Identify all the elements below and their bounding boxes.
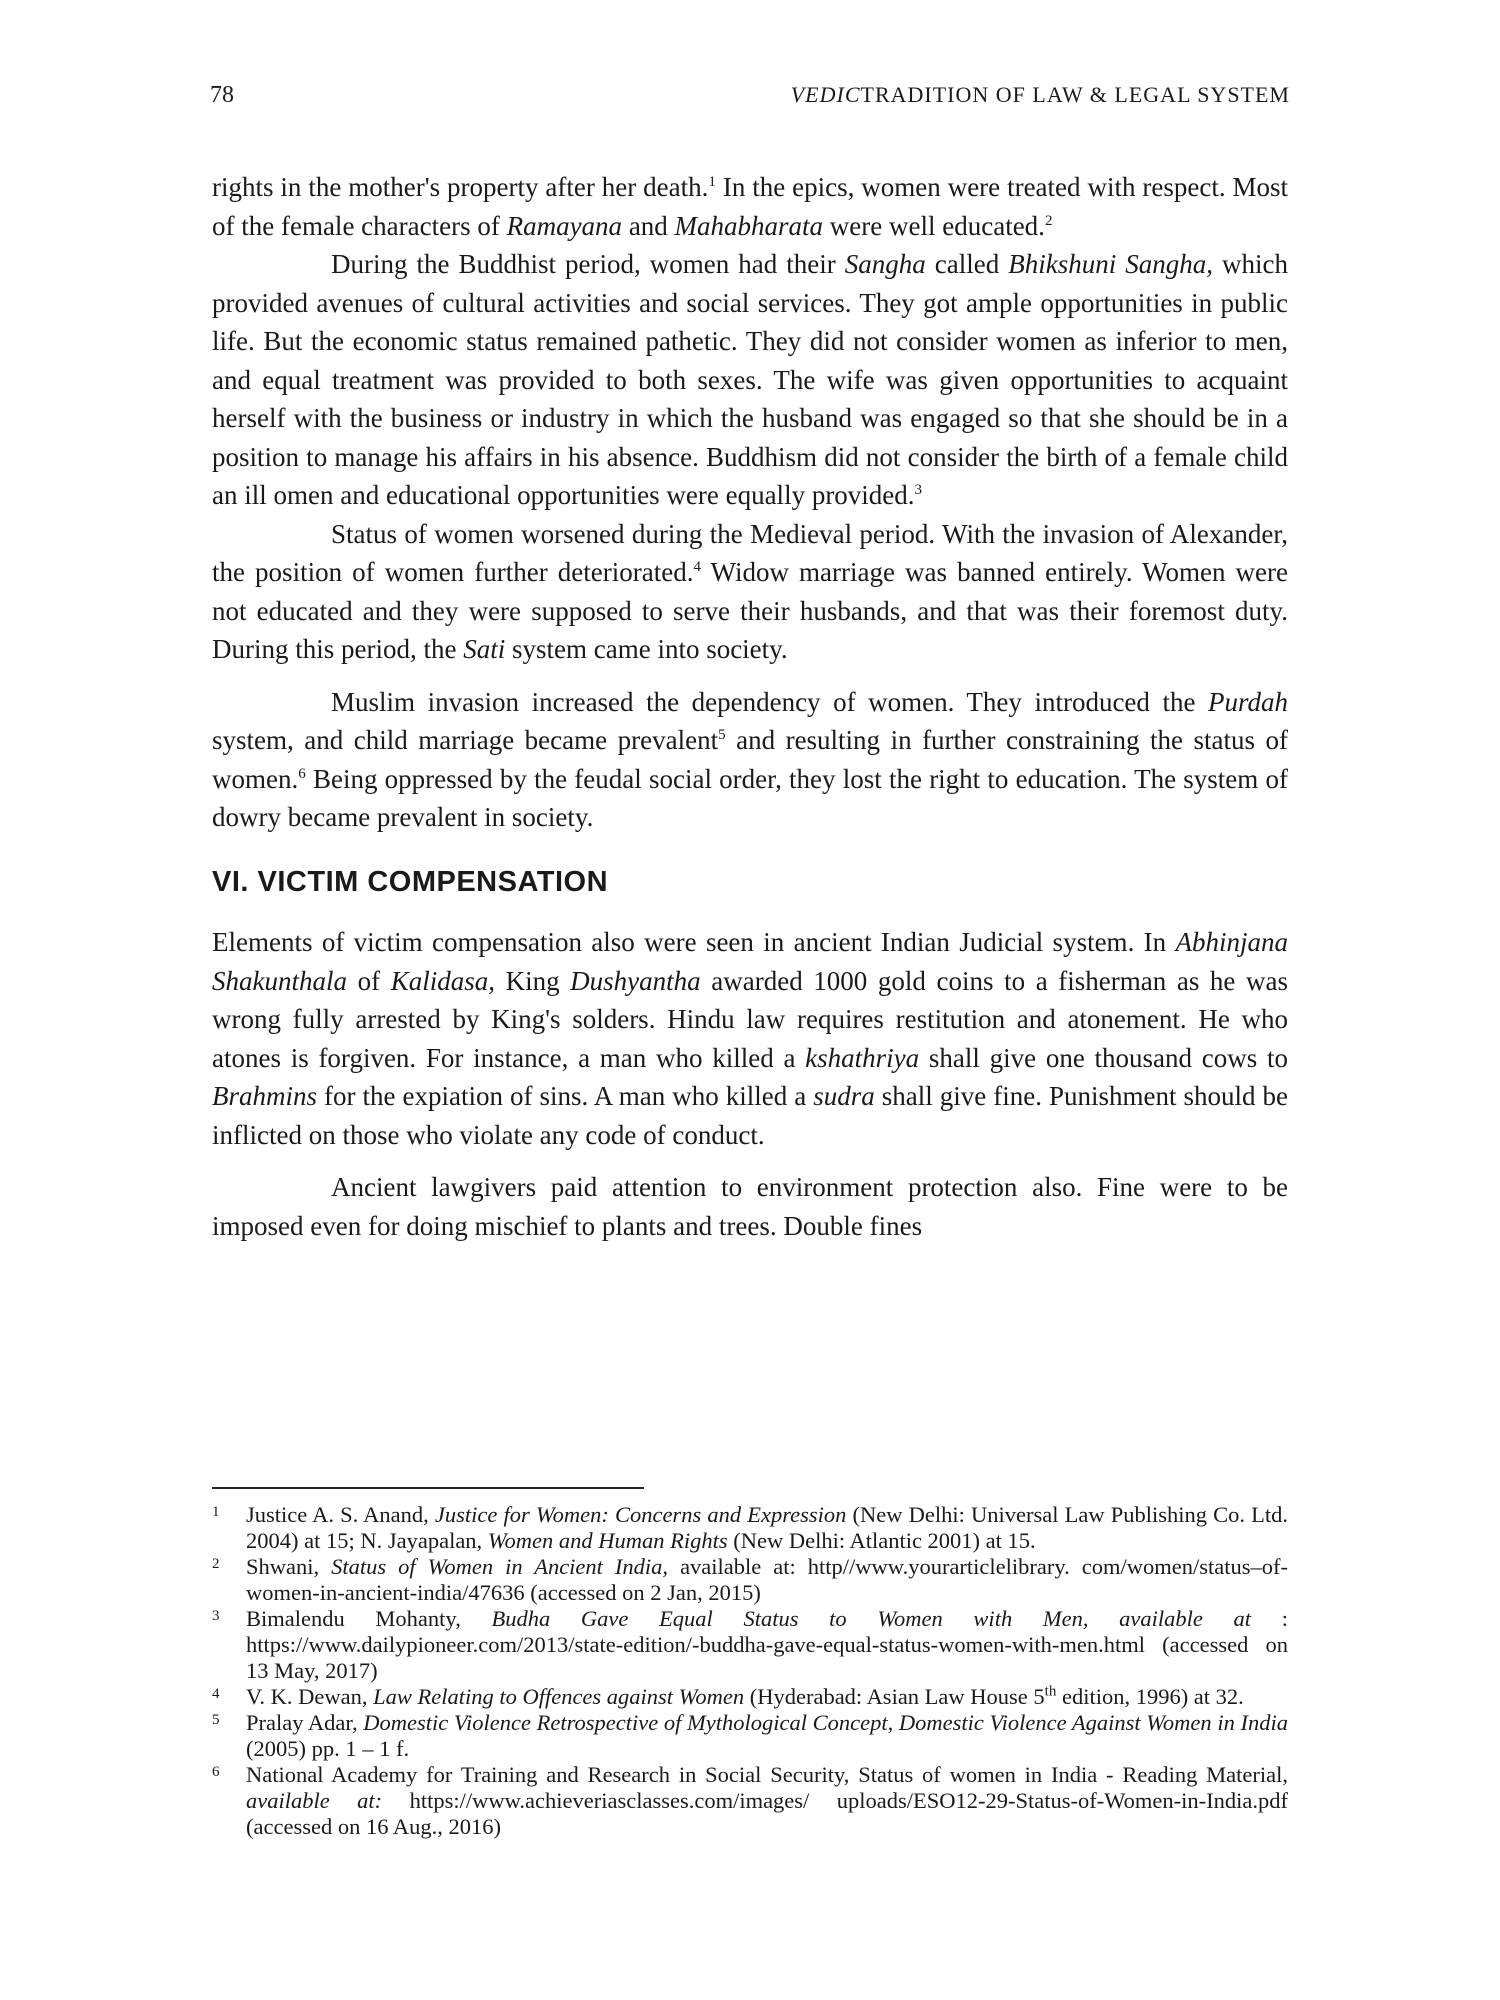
italic-term: Ramayana [506,210,623,241]
footnote [212,1606,1288,1684]
italic-term: Sati [463,634,506,664]
text-run: National Academy for Training and Research in Social Security, Status of women in India - Reading Material, [246,1762,1288,1787]
text-run: and resulting in further constraining the status of women. [212,725,1288,794]
text-run: Bimalendu Mohanty, [246,1606,492,1631]
footnote-number: 3 [212,1608,220,1624]
footnote-text [246,1554,1288,1606]
text-run: Status of women worsened during the Medieval period. With the invasion of Alexander, the position of women further deteriorated. [212,518,1288,587]
paragraph [212,1168,1288,1245]
footnotes [212,1502,1288,1840]
text-run: Justice A. S. Anand, [246,1502,435,1527]
text-run: shall give one thousand cows to [919,1042,1288,1073]
paragraph [212,683,1288,837]
text-run: Pralay Adar, [246,1710,364,1735]
text-run: awarded 1000 gold coins to a fisherman as he was wrong fully arrested by King's solders. Hindu law requires restitution and atonement. He who atones is forgiven. For instance, a man who killed a [212,965,1288,1073]
italic-title: Women and Human Rights [487,1528,728,1553]
text-run: https://www.achieveriasclasses.com/images/ uploads/ESO12-29-Status-of-Women-in-India.pdf (accessed on 16 Aug., 2016) [246,1788,1288,1839]
footnote-ref: 3 [914,482,923,498]
footnote [212,1762,1288,1840]
italic-title: Justice for Women: Concerns and Expression [434,1502,847,1527]
italic-term: Mahabharata [674,210,824,241]
page-number: 78 [210,82,234,108]
italic-term: Dushyantha [570,965,701,996]
text-run: (New Delhi: Atlantic 2001) at 15. [727,1528,1036,1553]
italic-term: Brahmins [212,1081,318,1111]
running-title-italic: VEDIC [790,82,861,107]
footnote [212,1554,1288,1606]
text-run: system came into society. [505,634,788,664]
text-run: called [925,249,1009,279]
text-run: : https://www.dailypioneer.com/2013/state-edition/-buddha-gave-equal-status-women-with-men.html (accessed on 13 May, 2017) [246,1606,1288,1683]
text-run: (New Delhi: Universal Law Publishing Co. Ltd. 2004) at 15; N. Jayapalan, [246,1502,1288,1553]
footnote-text [246,1762,1288,1840]
italic-term: sudra [813,1081,875,1111]
italic-term: Sangha [844,249,926,279]
text-run: Shwani, [246,1554,332,1579]
running-title [791,82,1290,108]
text-run: edition, 1996) at 32. [1056,1684,1244,1709]
italic-term: Purdah [1208,686,1288,717]
running-head [210,82,1290,122]
footnote [212,1710,1288,1762]
footnote-number: 6 [212,1764,220,1780]
italic-title: available at: [246,1788,383,1813]
footnote-number: 1 [212,1504,220,1520]
italic-title: Domestic Violence Retrospective of Mythological Concept, Domestic Violence Against Women in India [363,1710,1288,1735]
text-run: Ancient lawgivers paid attention to environment protection also. Fine were to be imposed even for doing mischief to plants and trees. Double fines [212,1172,1288,1241]
footnote [212,1502,1288,1554]
text-run: system, and child marriage became prevalent [212,725,719,755]
footnote-ref: 4 [693,559,701,575]
italic-title: Budha Gave Equal Status to Women with Men, available at [491,1606,1252,1631]
italic-term: Bhikshuni Sangha, [1008,249,1213,279]
italic-title: Law Relating to Offences against Women [373,1684,745,1709]
footnote-text [246,1502,1288,1554]
text-run: King [494,965,571,996]
footnote-text [246,1684,1288,1710]
footnote-ref: 2 [1044,212,1053,229]
text-run: available at: http//www.yourarticlelibrary. com/women/status–of-women-in-ancient-india/47636 (accessed on 2 Jan, 2015) [246,1554,1289,1605]
footnote-divider [212,1487,644,1489]
text-run: shall give fine. Punishment should be inflicted on those who violate any code of conduct. [212,1081,1288,1150]
text-run: Muslim invasion increased the dependency of women. They introduced the [331,686,1208,717]
text-run: V. K. Dewan, [246,1684,374,1709]
text-run: In the epics, women were treated with respect. Most of the female characters of [212,172,1289,241]
text-run: of [347,965,391,996]
body-text [212,168,1288,1245]
text-run: (Hyderabad: Asian Law House 5 [744,1684,1045,1709]
ordinal-suffix: th [1044,1683,1057,1700]
text-run: rights in the mother's property after her death. [212,172,709,202]
paragraph [212,515,1288,669]
footnote-ref: 1 [708,174,716,190]
footnote-number: 2 [212,1556,220,1572]
paragraph [212,245,1288,515]
text-run: (2005) pp. 1 – 1 f. [246,1736,410,1761]
text-run: which provided avenues of cultural activities and social services. They got ample opportunities in public life. But the economic status remained pathetic. They did not consider women as inferior to men, and equal treatment was provided to both sexes. The wife was given opportunities to acquaint herself with the business or industry in which the husband was engaged so that she should be in a position to manage his affairs in his absence. Buddhism did not consider the birth of a female child an ill omen and educational opportunities were equally provided. [212,249,1288,510]
italic-term: Kalidasa, [390,965,495,996]
footnote-ref: 6 [298,765,306,782]
paragraph [212,168,1288,245]
text-run: Elements of victim compensation also were seen in ancient Indian Judicial system. In [212,927,1176,957]
text-run: Being oppressed by the feudal social order, they lost the right to education. The system of dowry became prevalent in society. [212,763,1288,832]
text-run: for the expiation of sins. A man who killed a [317,1081,814,1111]
footnote-text [246,1710,1288,1762]
text-run: During the Buddhist period, women had their [331,249,845,279]
italic-term: Abhinjana Shakunthala [212,927,1288,996]
italic-title: Status of Women in Ancient India, [331,1554,669,1579]
footnote-number: 5 [212,1712,220,1728]
text-run: were well educated. [823,210,1045,241]
footnote-number: 4 [212,1686,220,1702]
paragraph [212,923,1288,1154]
italic-term: kshathriya [805,1042,920,1073]
running-title-rest: TRADITION OF LAW & LEGAL SYSTEM [860,82,1290,107]
section-heading: VI. VICTIM COMPENSATION [212,865,609,898]
footnote-text [246,1606,1288,1684]
text-run: and [622,210,675,241]
footnote-ref: 5 [718,727,726,743]
text-run: Widow marriage was banned entirely. Women were not educated and they were supposed to serve their husbands, and that was their foremost duty. During this period, the [212,557,1289,664]
footnote [212,1684,1288,1710]
